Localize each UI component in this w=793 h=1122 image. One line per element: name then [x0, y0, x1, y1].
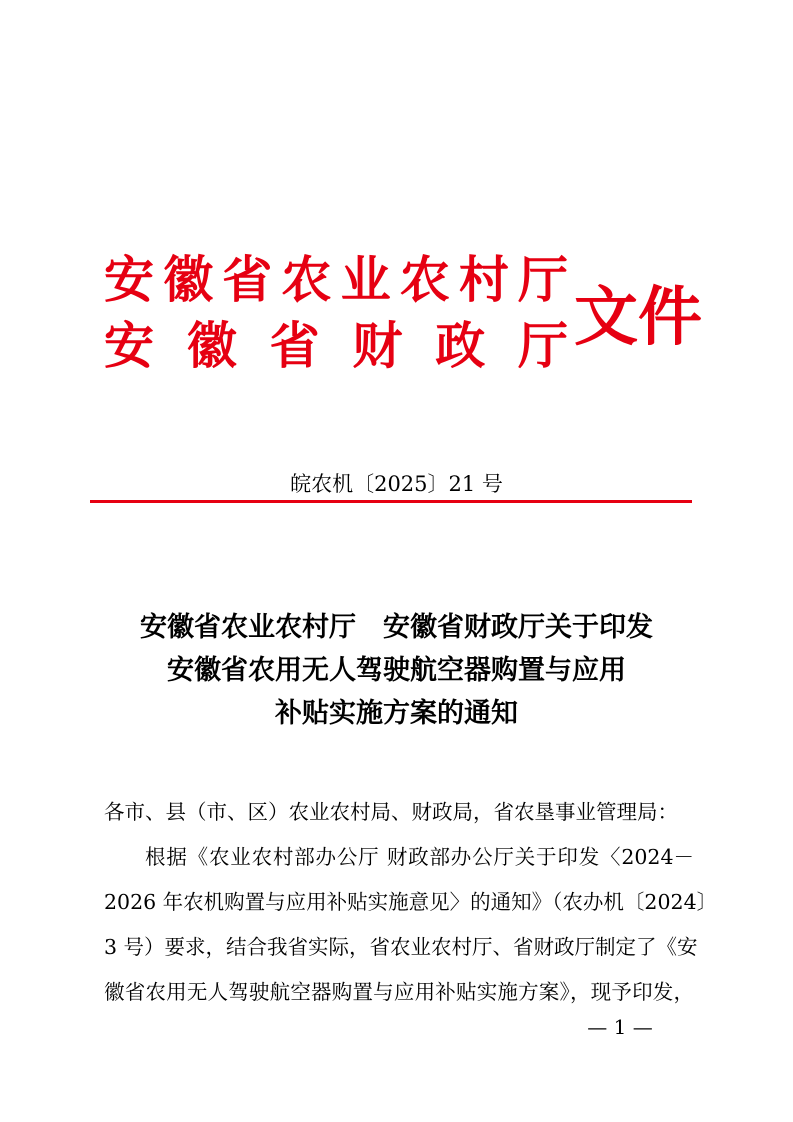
issuer-agriculture-department	[104, 250, 568, 310]
title-line-3: 补贴实施方案的通知	[275, 698, 518, 729]
salutation: 各市、县（市、区）农业农村局、财政局，省农垦事业管理局：	[104, 800, 678, 824]
page-number: — 1 —	[587, 1015, 653, 1039]
issuer-char: 村	[458, 250, 509, 309]
header-divider	[90, 500, 692, 503]
issuer-char: 业	[340, 250, 391, 309]
issuer-char: 徽	[186, 316, 237, 375]
title-line-1: 安徽省农业农村厅 安徽省财政厅关于印发	[140, 612, 653, 643]
document-type-label: 文件	[574, 280, 702, 355]
document-body	[104, 790, 718, 1015]
issuer-char: 农	[281, 250, 332, 309]
issuer-char: 省	[269, 316, 320, 375]
document-number: 皖农机〔2025〕21 号	[290, 472, 503, 496]
issuer-char: 徽	[163, 250, 214, 309]
issuer-char: 安	[104, 316, 154, 375]
issuer-char: 安	[104, 250, 154, 309]
issuer-char: 农	[399, 250, 450, 309]
body-line: 根据《农业农村部办公厅 财政部办公厅关于印发〈2024－	[145, 845, 694, 869]
document-title	[0, 606, 793, 735]
issuer-finance-department	[104, 316, 568, 376]
issuer-char: 财	[352, 316, 403, 375]
title-line-2: 安徽省农用无人驾驶航空器购置与应用	[167, 655, 626, 686]
issuer-char: 省	[222, 250, 273, 309]
issuer-char: 政	[435, 316, 486, 375]
issuer-char: 厅	[517, 316, 568, 375]
body-line: 徽省农用无人驾驶航空器购置与应用补贴实施方案》，现予印发，	[104, 980, 694, 1004]
issuer-char: 厅	[517, 250, 568, 309]
body-line: 3 号）要求，结合我省实际，省农业农村厅、省财政厅制定了《安	[104, 935, 698, 959]
body-line: 2026 年农机购置与应用补贴实施意见〉的通知》（农办机〔2024〕	[104, 890, 718, 914]
